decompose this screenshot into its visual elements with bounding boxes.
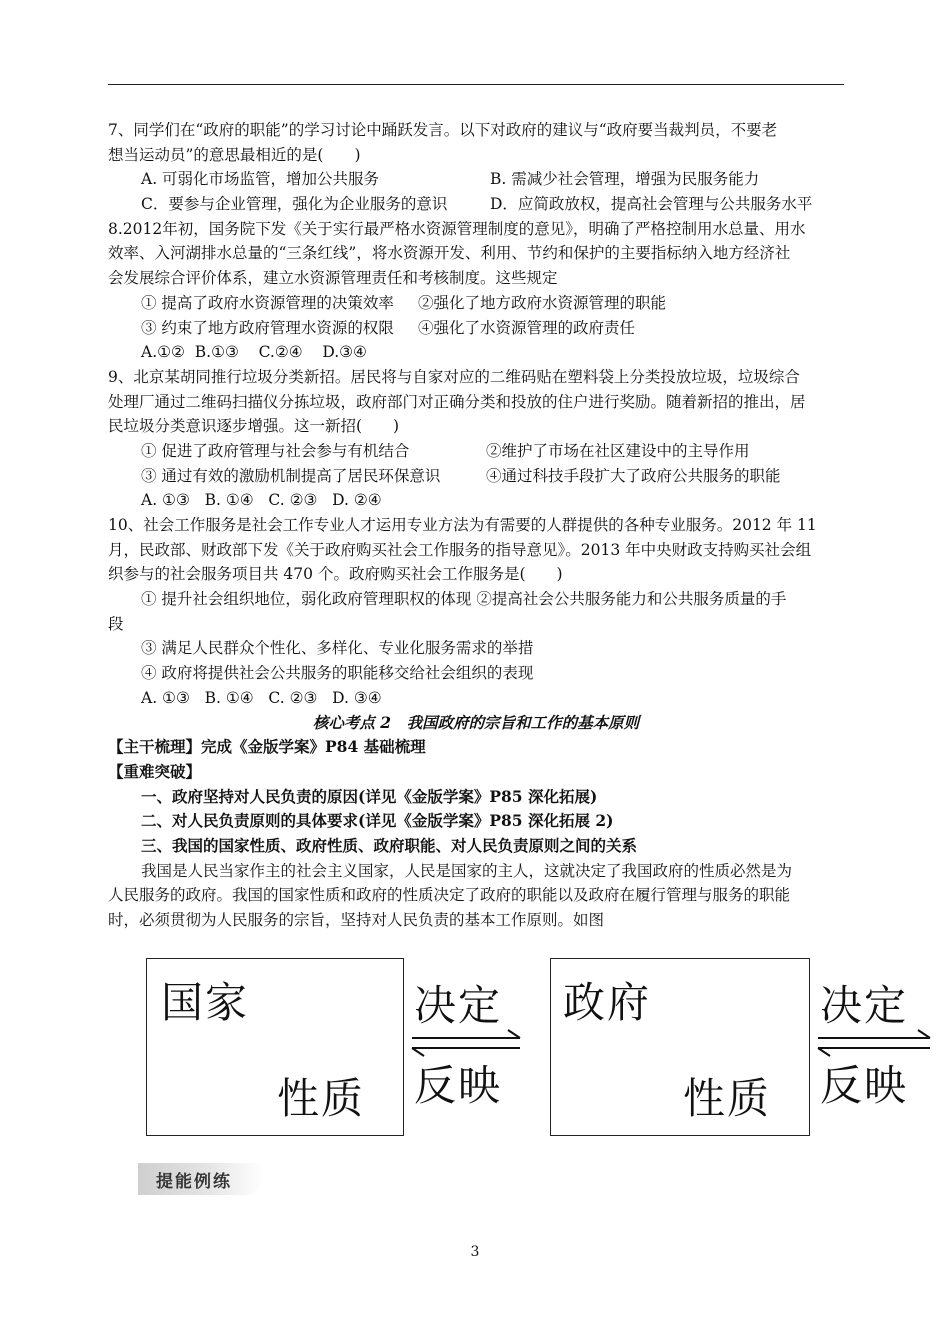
q8-statement-4: ④强化了水资源管理的政府责任 xyxy=(418,318,636,337)
practice-banner xyxy=(138,1163,263,1195)
arrow-1-double-arrow-icon xyxy=(408,1028,524,1058)
section-breakthrough: 【重难突破】 xyxy=(108,761,202,781)
q7-option-d: D．应简政放权，提高社会管理与公共服务水平 xyxy=(490,195,813,214)
q10-statement-3: ③ 满足人民群众个性化、多样化、专业化服务需求的举措 xyxy=(141,639,534,658)
q9-statements-34 xyxy=(108,464,844,489)
q9-statement-4: ④通过科技手段扩大了政府公共服务的职能 xyxy=(486,466,781,485)
point-1: 一、政府坚持对人民负责的原因(详见《金版学案》P85 深化拓展) xyxy=(141,786,598,806)
relationship-diagram xyxy=(0,958,950,1148)
q10-line-2: 月，民政部、财政部下发《关于政府购买社会工作服务的指导意见》。2013 年中央财政支持购买社会组 xyxy=(108,540,812,559)
arrow-2-label-top: 决定 xyxy=(820,981,909,1030)
body-line-3: 时，必须贯彻为人民服务的宗旨，坚持对人民负责的基本工作原则。如图 xyxy=(108,911,605,929)
q7-option-b: B. 需减少社会管理，增强为民服务能力 xyxy=(490,170,760,189)
body-line-2: 人民服务的政府。我国的国家性质和政府的性质决定了政府的职能以及政府在履行管理与服务的职能 xyxy=(108,886,791,905)
page-body xyxy=(108,118,844,933)
q9-statements-12 xyxy=(108,439,844,464)
q10-statement-4: ④ 政府将提供社会公共服务的职能移交给社会组织的表现 xyxy=(141,664,534,683)
arrow-1-label-bottom: 反映 xyxy=(414,1061,503,1110)
q8-statement-2: ②强化了地方政府水资源管理的职能 xyxy=(418,293,667,312)
q7-option-a: A. 可弱化市场监管，增加公共服务 xyxy=(141,170,380,189)
q10-statement-1: ① 提升社会组织地位，弱化政府管理职权的体现 ②提高社会公共服务能力和公共服务质量的手 xyxy=(141,590,787,609)
q9-statement-1: ① 促进了政府管理与社会参与有机结合 xyxy=(141,441,410,460)
q7-options-cd xyxy=(108,192,844,217)
q8-statement-3: ③ 约束了地方政府管理水资源的权限 xyxy=(141,318,394,337)
q9-options: A. ①③ B. ①④ C. ②③ D. ②④ xyxy=(141,491,382,510)
body-line-1: 我国是人民当家作主的社会主义国家，人民是国家的主人，这就决定了我国政府的性质必然是为 xyxy=(141,861,793,880)
section-summary: 【主干梳理】完成《金版学案》P84 基础梳理 xyxy=(108,737,426,757)
q7-line-1: 7、同学们在“政府的职能”的学习讨论中踊跃发言。以下对政府的建议与“政府要当裁判员，不要老 xyxy=(108,121,778,139)
state-nature-box-bottom: 性质 xyxy=(277,1074,366,1123)
q9-statement-3: ③ 通过有效的激励机制提高了居民环保意识 xyxy=(141,466,441,485)
point-2: 二、对人民负责原则的具体要求(详见《金版学案》P85 深化拓展 2) xyxy=(141,811,614,831)
q8-statement-1: ① 提高了政府水资源管理的决策效率 xyxy=(141,293,394,312)
government-nature-box-top: 政府 xyxy=(563,978,652,1027)
government-nature-box-bottom: 性质 xyxy=(683,1074,772,1123)
q8-line-2: 效率、入河湖排水总量的“三条红线”，将水资源开发、利用、节约和保护的主要指标纳入地方经济社 xyxy=(108,244,791,263)
state-nature-box xyxy=(146,958,404,1136)
point-3: 三、我国的国家性质、政府性质、政府职能、对人民负责原则之间的关系 xyxy=(141,835,638,855)
practice-banner-label: 提能例练 xyxy=(156,1172,232,1192)
q7-line-2: 想当运动员”的意思最相近的是( ) xyxy=(108,145,361,164)
arrow-2-double-arrow-icon xyxy=(814,1028,934,1058)
q9-statement-2: ②维护了市场在社区建设中的主导作用 xyxy=(486,441,750,460)
q9-line-1: 9、北京某胡同推行垃圾分类新招。居民将与自家对应的二维码贴在塑料袋上分类投放垃圾，垃圾综合 xyxy=(108,367,800,386)
page-number: 3 xyxy=(470,1244,480,1260)
state-nature-box-top: 国家 xyxy=(161,978,250,1027)
section-heading: 核心考点 2 我国政府的宗旨和工作的基本原则 xyxy=(312,712,640,732)
q10-statement-1-cont: 段 xyxy=(108,614,124,633)
q8-line-1: 8.2012年初，国务院下发《关于实行最严格水资源管理制度的意见》，明确了严格控制用水总量、用水 xyxy=(108,219,806,238)
q8-options: A.①② B.①③ C.②④ D.③④ xyxy=(141,343,367,362)
q10-line-3: 织参与的社会服务项目共 470 个。政府购买社会工作服务是( ) xyxy=(108,565,563,584)
q9-line-3: 民垃圾分类意识逐步增强。这一新招( ) xyxy=(108,417,400,436)
q10-line-1: 10、社会工作服务是社会工作专业人才运用专业方法为有需要的人群提供的各种专业服务。2012 年 11 xyxy=(108,516,817,534)
q8-line-3: 会发展综合评价体系，建立水资源管理责任和考核制度。这些规定 xyxy=(108,269,558,288)
q8-statements-34 xyxy=(108,316,844,341)
q7-option-c: C．要参与企业管理，强化为企业服务的意识 xyxy=(141,195,448,214)
arrow-2-label-bottom: 反映 xyxy=(820,1061,909,1110)
header-rule xyxy=(108,84,844,85)
government-nature-box xyxy=(550,958,810,1136)
q7-options-ab xyxy=(108,167,844,192)
arrow-1-label-top: 决定 xyxy=(414,981,503,1030)
q8-statements-12 xyxy=(108,291,844,316)
q10-options: A. ①③ B. ①④ C. ②③ D. ③④ xyxy=(141,688,382,707)
q9-line-2: 处理厂通过二维码扫描仪分拣垃圾，政府部门对正确分类和投放的住户进行奖励。随着新招的推出，居 xyxy=(108,392,806,411)
